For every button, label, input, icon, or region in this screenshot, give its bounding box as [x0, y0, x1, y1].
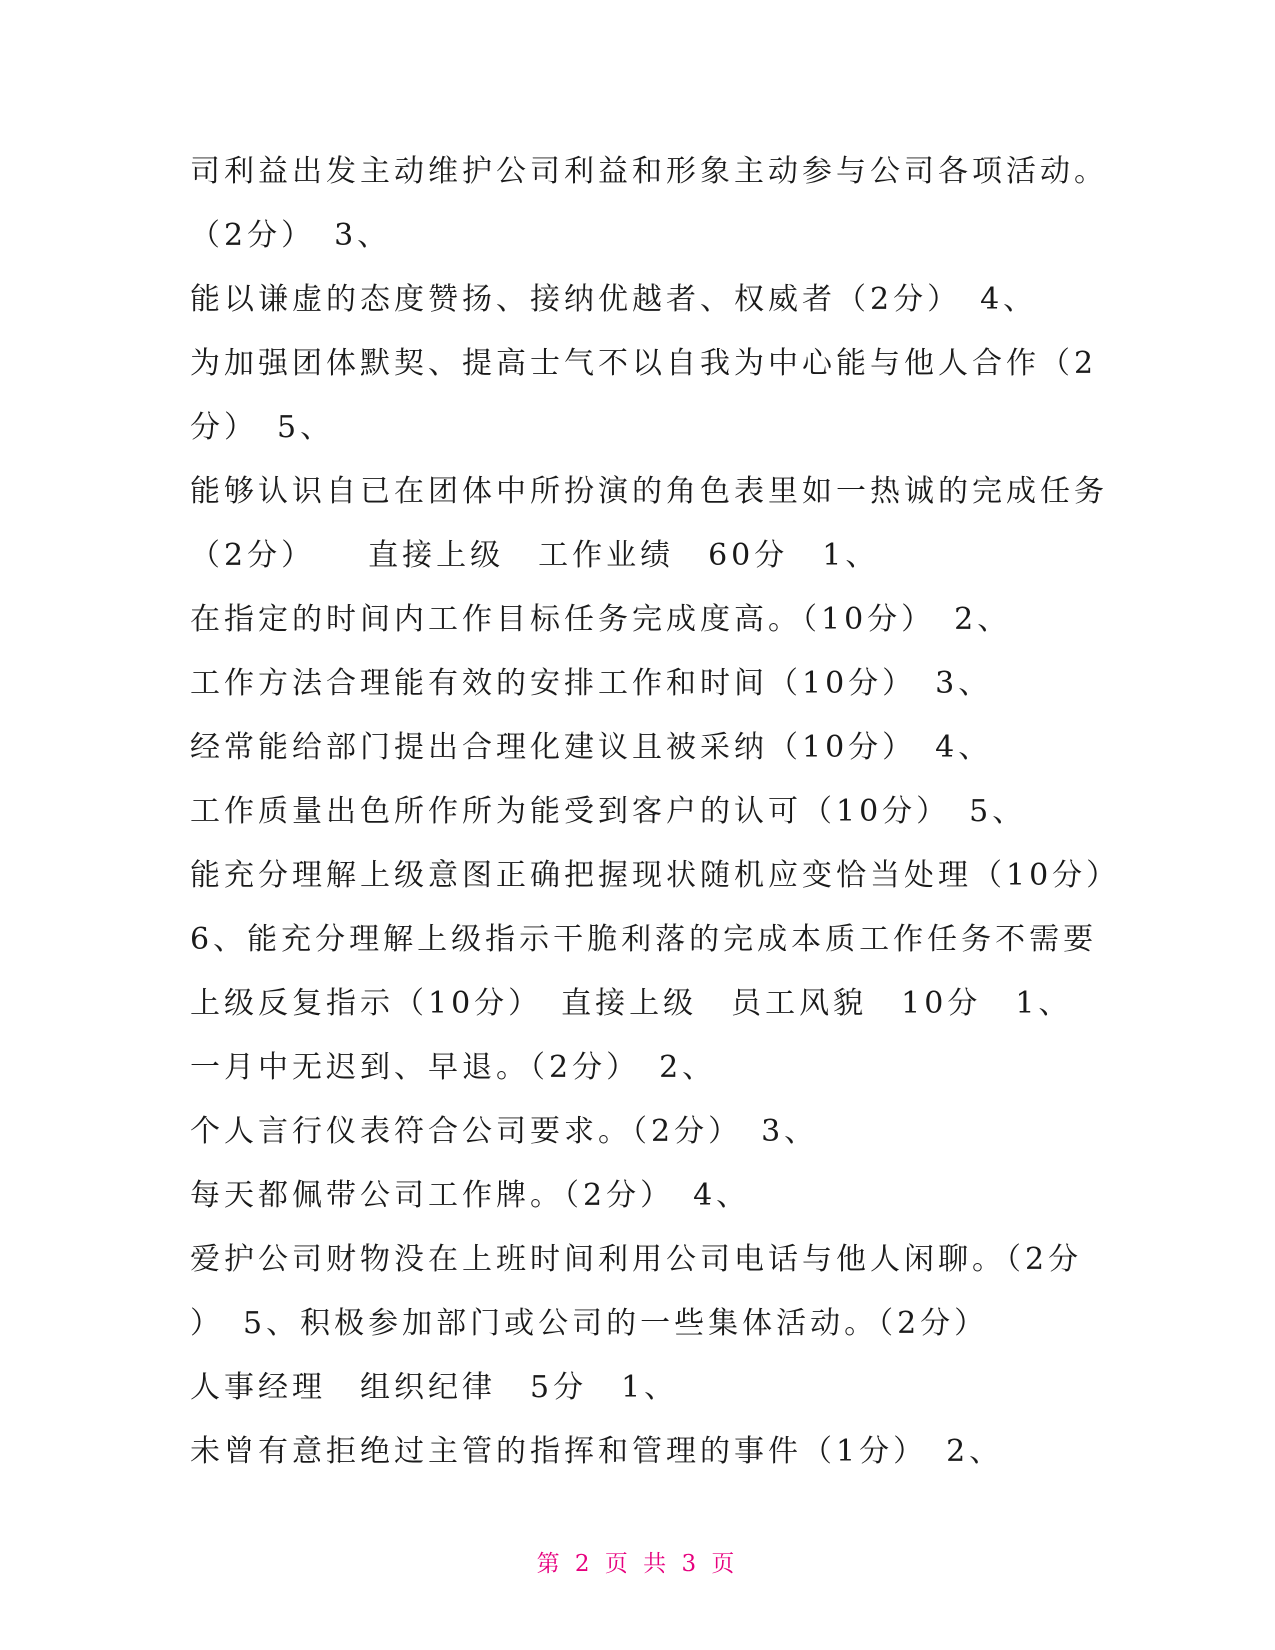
text-line: 人事经理 组织纪律 5分 1、	[190, 1370, 679, 1405]
text-line: 6、能充分理解上级指示干脆利落的完成本质工作任务不需要	[190, 922, 1098, 957]
text-line: 在指定的时间内工作目标任务完成度高。（10分） 2、	[190, 602, 1012, 637]
text-line: 能够认识自已在团体中所扮演的角色表里如一热诚的完成任务	[190, 474, 1108, 509]
text-line: 能充分理解上级意图正确把握现状随机应变恰当处理（10分）	[190, 858, 1121, 893]
document-body	[190, 140, 1121, 1484]
text-line: 为加强团体默契、提高士气不以自我为中心能与他人合作（2	[190, 346, 1098, 381]
text-line: 分） 5、	[190, 410, 335, 445]
text-line: （2分） 3、	[190, 218, 392, 253]
text-line: 工作质量出色所作所为能受到客户的认可（10分） 5、	[190, 794, 1027, 829]
text-line: 未曾有意拒绝过主管的指挥和管理的事件（1分） 2、	[190, 1434, 1004, 1469]
text-line: ） 5、积极参加部门或公司的一些集体活动。（2分）	[190, 1306, 989, 1341]
text-line: 工作方法合理能有效的安排工作和时间（10分） 3、	[190, 666, 993, 701]
text-line: 每天都佩带公司工作牌。（2分） 4、	[190, 1178, 751, 1213]
text-line: 一月中无迟到、早退。（2分） 2、	[190, 1050, 717, 1085]
text-line: 上级反复指示（10分） 直接上级 员工风貌 10分 1、	[190, 986, 1073, 1021]
text-line: 司利益出发主动维护公司利益和形象主动参与公司各项活动。	[190, 154, 1108, 189]
page-number-footer: 第 2 页 共 3 页	[536, 1551, 739, 1577]
text-line: 经常能给部门提出合理化建议且被采纳（10分） 4、	[190, 730, 993, 765]
text-line: 爱护公司财物没在上班时间利用公司电话与他人闲聊。（2分	[190, 1242, 1083, 1277]
text-line: 个人言行仪表符合公司要求。（2分） 3、	[190, 1114, 819, 1149]
text-line: （2分） 直接上级 工作业绩 60分 1、	[190, 538, 880, 573]
text-line: 能以谦虚的态度赞扬、接纳优越者、权威者（2分） 4、	[190, 282, 1038, 317]
